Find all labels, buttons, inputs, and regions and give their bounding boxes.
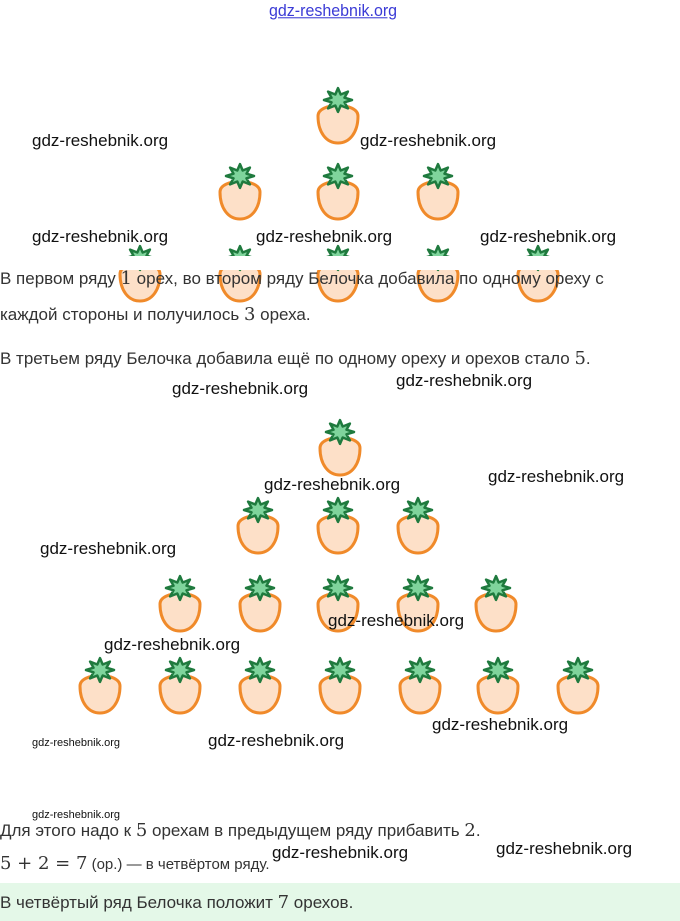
- text: каждой стороны и получилось: [0, 305, 244, 324]
- hazelnut-icon: [470, 656, 526, 716]
- watermark: gdz-reshebnik.org: [172, 379, 309, 398]
- hazelnut-icon: [310, 86, 366, 146]
- number: 5: [135, 820, 148, 841]
- text: .: [475, 821, 481, 840]
- watermark: gdz-reshebnik.org: [32, 131, 169, 150]
- text: В третьем ряду Белочка добавила ещё по одному ореху и орехов стало: [0, 349, 575, 368]
- hazelnut-icon: [230, 496, 286, 556]
- watermark: gdz-reshebnik.org: [32, 737, 121, 749]
- hazelnut-icon: [312, 418, 368, 478]
- equation-note: (ор.) — в четвёртом ряду.: [87, 856, 270, 873]
- text: В четвёртый ряд Белочка положит: [0, 893, 278, 912]
- equation-line: [0, 853, 270, 874]
- answer: [0, 892, 353, 913]
- text: .: [585, 349, 591, 368]
- watermark: gdz-reshebnik.org: [432, 715, 569, 734]
- hazelnut-icon: [72, 656, 128, 716]
- hazelnut-icon: [312, 656, 368, 716]
- hazelnut-icon: [392, 656, 448, 716]
- number: 2: [464, 820, 476, 841]
- watermark: gdz-reshebnik.org: [360, 131, 497, 150]
- watermark-top[interactable]: gdz-reshebnik.org: [269, 2, 398, 21]
- hazelnut-icon: [212, 162, 268, 222]
- watermark: gdz-reshebnik.org: [208, 731, 345, 750]
- hazelnut-icon: [152, 656, 208, 716]
- paragraph-2: [0, 304, 311, 325]
- hazelnut-icon: [232, 656, 288, 716]
- watermark: gdz-reshebnik.org: [32, 227, 169, 246]
- hazelnut-icon: [550, 656, 606, 716]
- watermark: gdz-reshebnik.org: [256, 227, 393, 246]
- watermark: gdz-reshebnik.org: [32, 809, 121, 821]
- watermark: gdz-reshebnik.org: [396, 371, 533, 390]
- hazelnut-icon: [390, 496, 446, 556]
- hazelnut-icon: [152, 574, 208, 634]
- number: 7: [277, 892, 290, 913]
- equation: 5 + 2 = 7: [0, 853, 88, 874]
- text: ореха.: [255, 305, 311, 324]
- watermark: gdz-reshebnik.org: [496, 839, 633, 858]
- text: орехов.: [289, 893, 354, 912]
- watermark: gdz-reshebnik.org: [40, 539, 177, 558]
- hazelnut-icon: [310, 496, 366, 556]
- watermark: gdz-reshebnik.org: [272, 843, 409, 862]
- number: 1: [120, 268, 132, 289]
- text: Для этого надо к: [0, 821, 136, 840]
- hazelnut-icon: [410, 162, 466, 222]
- paragraph-3: [0, 348, 591, 369]
- watermark: gdz-reshebnik.org: [328, 611, 465, 630]
- paragraph-4: [0, 820, 481, 841]
- watermark: gdz-reshebnik.org: [480, 227, 617, 246]
- paragraph-1: [0, 268, 604, 289]
- watermark: gdz-reshebnik.org: [488, 467, 625, 486]
- text: В первом ряду: [0, 269, 121, 288]
- text: орехам в предыдущем ряду прибавить: [147, 821, 465, 840]
- number: 5: [574, 348, 586, 369]
- number: 3: [243, 304, 256, 325]
- hazelnut-icon: [468, 574, 524, 634]
- watermark: gdz-reshebnik.org: [104, 635, 241, 654]
- hazelnut-icon: [232, 574, 288, 634]
- hazelnut-icon: [310, 162, 366, 222]
- text: орех, во втором ряду Белочка добавила по одному ореху с: [131, 269, 604, 288]
- watermark: gdz-reshebnik.org: [264, 475, 401, 494]
